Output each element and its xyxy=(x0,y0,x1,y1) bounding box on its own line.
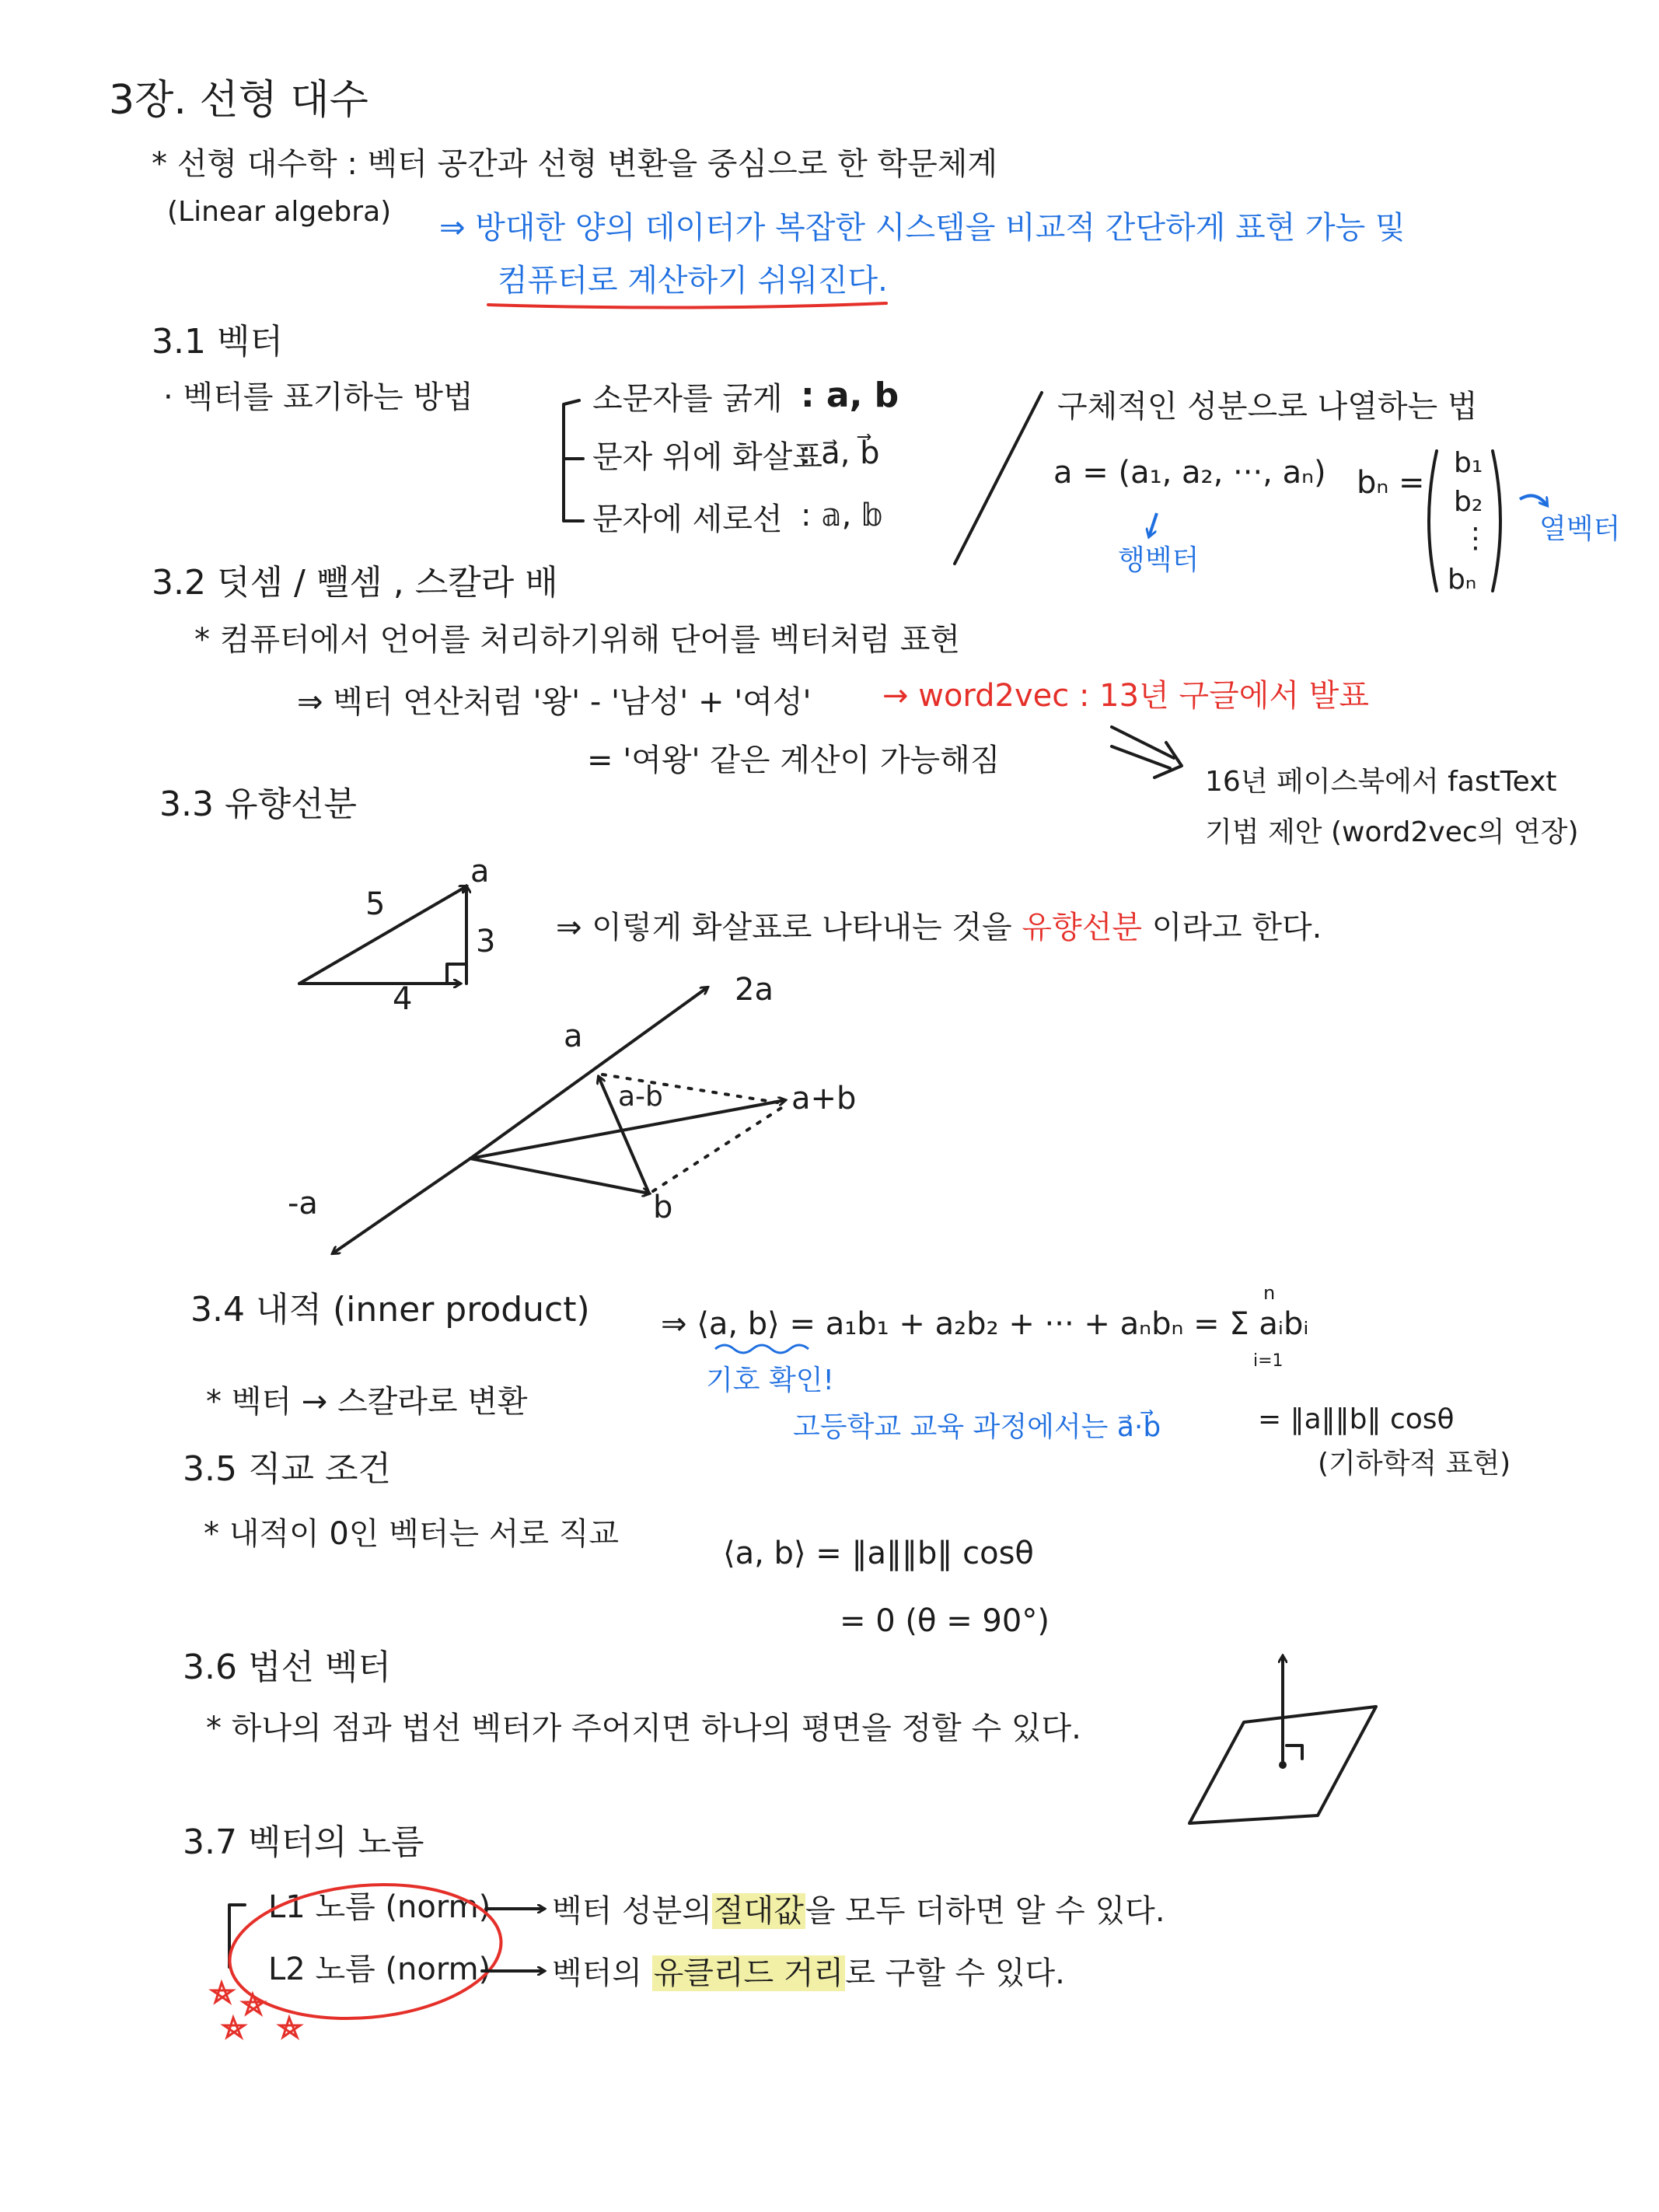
orthogonal-note: * 내적이 0인 벡터는 서로 직교 xyxy=(204,1516,620,1552)
star-3 xyxy=(280,2018,300,2037)
section-3-4-heading: 3.4 내적 (inner product) xyxy=(190,1290,590,1330)
l1-norm-label: L1 노름 (norm) xyxy=(268,1889,491,1925)
divider-slash xyxy=(955,393,1042,564)
word-vector-result: = '여왕' 같은 계산이 가능해짐 xyxy=(587,743,1001,778)
geometric-label: (기하학적 표현) xyxy=(1318,1448,1511,1480)
intro-note-line1: ⇒ 방대한 양의 데이터가 복잡한 시스템을 비교적 간단하게 표현 가능 및 xyxy=(439,210,1406,246)
star-2 xyxy=(243,1994,264,2014)
norm-red-circle xyxy=(224,1874,506,2029)
star-4 xyxy=(224,2018,244,2037)
vector-a-minus-b xyxy=(599,1077,649,1193)
star-1 xyxy=(212,1983,232,2002)
notation-method-2-value: : a⃗, b⃗ xyxy=(801,435,880,471)
orthogonal-eq-2: = 0 (θ = 90°) xyxy=(840,1603,1050,1639)
word-vector-note: * 컴퓨터에서 언어를 처리하기위해 단어를 벡터처럼 표현 xyxy=(194,622,961,658)
triangle-label-a: a xyxy=(470,854,490,889)
inner-product-note: * 벡터 → 스칼라로 변환 xyxy=(206,1384,528,1420)
word2vec-text: → word2vec : 13년 구글에서 발표 xyxy=(882,678,1369,714)
vector-minus-a xyxy=(333,1158,470,1253)
red-underline xyxy=(488,303,886,308)
component-notation-heading: 구체적인 성분으로 나열하는 법 xyxy=(1057,389,1478,425)
notation-bracket xyxy=(564,400,583,521)
symbol-check-note: 기호 확인! xyxy=(706,1365,834,1396)
column-vector-b1: b₁ xyxy=(1454,447,1483,479)
dotted-a-to-aplusb xyxy=(602,1075,777,1103)
vector-b xyxy=(470,1158,649,1193)
column-vector-lhs: bₙ = xyxy=(1357,465,1425,501)
row-vector-label: 행벡터 xyxy=(1118,544,1200,576)
vector-label-2a: 2a xyxy=(735,972,774,1008)
triangle-hypotenuse xyxy=(299,886,466,984)
triangle-label-3: 3 xyxy=(476,924,496,959)
fasttext-note-line2: 기법 제안 (word2vec의 연장) xyxy=(1205,816,1579,848)
geometric-formula: = ‖a‖‖b‖ cosθ xyxy=(1258,1403,1455,1435)
vector-2a xyxy=(470,987,707,1158)
directed-segment-term: 유향선분 xyxy=(1022,910,1142,945)
triangle-label-5: 5 xyxy=(365,886,386,922)
page-title: 3장. 선형 대수 xyxy=(109,77,368,124)
high-school-notation-note: 고등학교 교육 과정에서는 a⃗·b⃗ xyxy=(793,1411,1161,1443)
word-vector-example: ⇒ 벡터 연산처럼 '왕' - '남성' + '여성' xyxy=(297,684,812,720)
vector-label-minus-a: -a xyxy=(288,1186,318,1221)
column-vector-dots: ⋮ xyxy=(1462,522,1490,554)
fasttext-note-line1: 16년 페이스북에서 fastText xyxy=(1205,766,1557,798)
l1-desc-highlight: 절대값 xyxy=(713,1893,804,1929)
triangle-label-4: 4 xyxy=(393,981,413,1017)
intro-note-line2: 컴퓨터로 계산하기 쉬워진다. xyxy=(498,263,888,299)
l2-norm-label: L2 노름 (norm) xyxy=(268,1952,491,1987)
section-3-2-heading: 3.2 덧셈 / 뺄셈 , 스칼라 배 xyxy=(152,563,558,603)
column-vector-b2: b₂ xyxy=(1454,486,1483,518)
sum-upper-limit: n xyxy=(1263,1282,1276,1304)
intro-definition: * 선형 대수학 : 벡터 공간과 선형 변환을 중심으로 한 학문체계 xyxy=(152,146,997,182)
intro-english-term: (Linear algebra) xyxy=(167,196,392,228)
directed-segment-desc-pre: ⇒ 이렇게 화살표로 나타내는 것을 xyxy=(556,910,1012,945)
inner-product-formula: ⇒ ⟨a, b⟩ = a₁b₁ + a₂b₂ + ··· + aₙbₙ = Σ aᵢbᵢ xyxy=(661,1306,1309,1342)
plane-point xyxy=(1279,1761,1287,1769)
column-vector-bn: bₙ xyxy=(1448,564,1477,596)
column-vector-left-paren xyxy=(1429,451,1437,591)
l2-desc-pre: 벡터의 xyxy=(552,1955,642,1991)
triangle-right-angle xyxy=(447,964,466,984)
l1-desc-pre: 벡터 성분의 xyxy=(552,1893,712,1929)
section-3-7-heading: 3.7 벡터의 노름 xyxy=(183,1822,424,1862)
l2-desc-post: 로 구할 수 있다. xyxy=(845,1955,1065,1991)
normal-vector-note: * 하나의 점과 법선 벡터가 주어지면 하나의 평면을 정할 수 있다. xyxy=(206,1711,1081,1746)
column-vector-right-paren xyxy=(1493,451,1500,591)
vector-label-b: b xyxy=(653,1190,673,1225)
notation-method-3: 문자에 세로선 xyxy=(592,501,783,537)
normal-right-angle xyxy=(1287,1745,1302,1759)
notation-method-1: 소문자를 굵게 xyxy=(592,381,783,417)
vector-label-a-minus-b: a-b xyxy=(618,1081,663,1113)
vector-label-a-plus-b: a+b xyxy=(791,1081,857,1116)
section-3-5-heading: 3.5 직교 조건 xyxy=(183,1449,391,1489)
row-vector-formula: a = (a₁, a₂, ···, aₙ) xyxy=(1053,455,1326,491)
l1-desc-post: 을 모두 더하면 알 수 있다. xyxy=(805,1893,1165,1929)
symbol-wavy-underline xyxy=(715,1345,809,1353)
row-vector-arrow xyxy=(1149,513,1157,536)
column-vector-arrow xyxy=(1520,496,1547,506)
fasttext-arrow xyxy=(1112,727,1182,778)
notation-method-3-value: : 𝕒, 𝕓 xyxy=(801,498,884,533)
orthogonal-eq-1: ⟨a, b⟩ = ‖a‖‖b‖ cosθ xyxy=(723,1536,1034,1571)
notation-bullet: · 벡터를 표기하는 방법 xyxy=(163,379,473,415)
directed-segment-desc-post: 이라고 한다. xyxy=(1151,910,1322,945)
section-3-1-heading: 3.1 벡터 xyxy=(152,322,283,362)
notation-method-1-value: : a, b xyxy=(801,376,899,415)
l2-desc-highlight: 유클리드 거리 xyxy=(653,1955,844,1991)
vector-a-plus-b xyxy=(470,1100,785,1158)
notation-method-2: 문자 위에 화살표 xyxy=(592,439,823,475)
section-3-3-heading: 3.3 유향선분 xyxy=(159,785,357,824)
column-vector-label: 열벡터 xyxy=(1539,513,1621,545)
sum-lower-limit: i=1 xyxy=(1253,1351,1284,1371)
vector-label-a: a xyxy=(564,1019,583,1054)
section-3-6-heading: 3.6 법선 벡터 xyxy=(183,1648,391,1687)
